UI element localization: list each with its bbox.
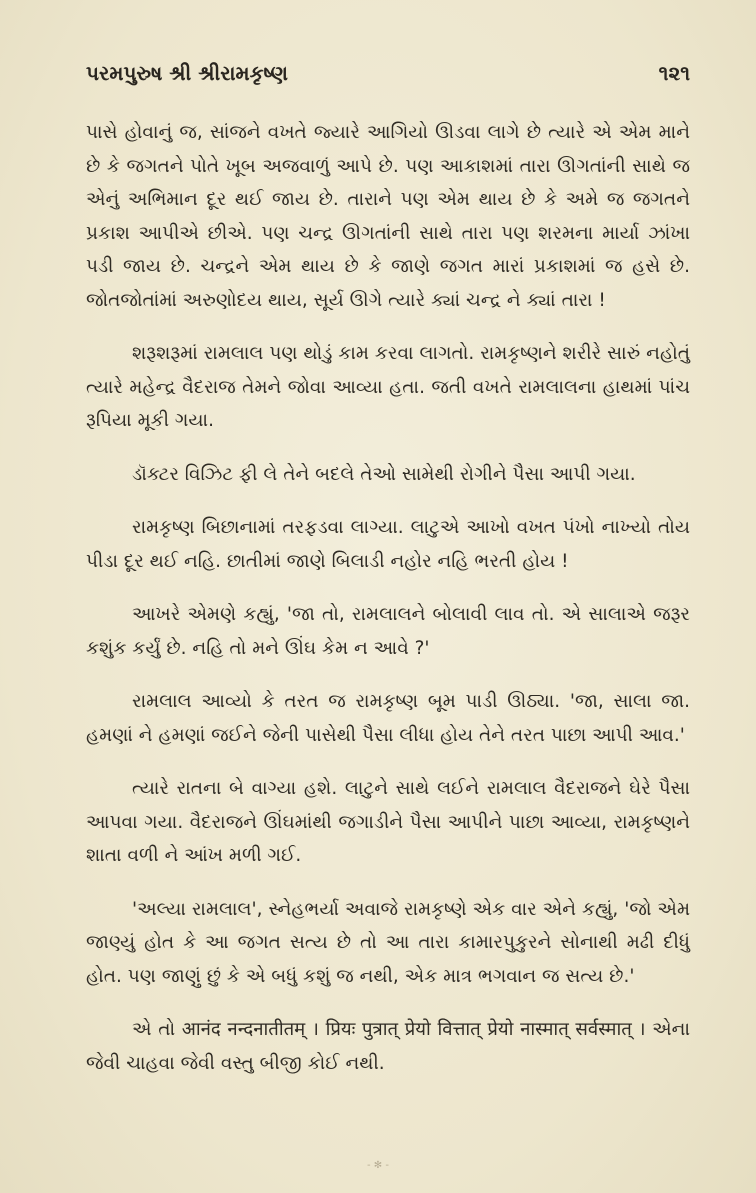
paragraph: શરૂશરૂમાં રામલાલ પણ થોડું કામ કરવા લાગતો. રામકૃષ્ણને શરીરે સારું નહોતું ત્યારે મહેન્દ્ર વૈદરાજ તેમને જોવા આવ્યા હતા. જતી વખતે રામલાલના હાથમાં પાંચ રૂપિયા મૂકી ગયા. — [86, 343, 690, 431]
running-head — [86, 56, 690, 90]
paragraph: ડૉક્ટર વિઝિટ ફી લે તેને બદલે તેઓ સામેથી રોગીને પૈસા આપી ગયા. — [132, 463, 636, 485]
footer-mark: - ✻ - — [367, 1160, 389, 1171]
paragraph: રામલાલ આવ્યો કે તરત જ રામકૃષ્ણ બૂમ પાડી ઊઠ્યા. 'જા, સાલા જા. હમણાં ને હમણાં જઈને જેની પાસેથી પૈસા લીધા હોય તેને તરત પાછા આપી આવ.' — [86, 691, 690, 746]
paragraph-continued: પાસે હોવાનું જ, સાંજને વખતે જ્યારે આગિયો ઊડવા લાગે છે ત્યારે એ એમ માને છે કે જગતને પોતે ખૂબ અજવાળું આપે છે. પણ આકાશમાં તારા ઊગતાંની સાથે જ એનું અભિમાન દૂર થઈ જાય છે. તારાને પણ એમ થાય છે કે અમે જ જગતને પ્રકાશ આપીએ છીએ. પણ ચન્દ્ર ઊગતાંની સાથે તારા પણ શરમના માર્યા ઝાંખા પડી જાય છે. ચન્દ્રને એમ થાય છે કે જાણે જગત મારાં પ્રકાશમાં જ હસે છે. જોતજોતાંમાં અરુણોદય થાય, સૂર્ય ઊગે ત્યારે ક્યાં ચન્દ્ર ને ક્યાં તારા ! — [86, 122, 690, 311]
body-text — [86, 116, 690, 1100]
running-title: પરમપુરુષ શ્રી શ્રીરામકૃષ્ણ — [86, 61, 288, 85]
paragraph: રામકૃષ્ણ બિછાનામાં તરફડવા લાગ્યા. લાટુએ આખો વખત પંખો નાખ્યો તોય પીડા દૂર થઈ નહિ. છાતીમાં જાણે બિલાડી નહોર નહિ ભરતી હોય ! — [86, 517, 690, 572]
paragraph: એ તો आनंद नन्दनातीतम् । प्रियः पुत्रात् प्रेयो वित्तात् प्रेयो नास्मात् सर्वस्मात् । એના જેવી ચાહવા જેવી વસ્તુ બીજી કોઈ નથી. — [86, 1019, 690, 1074]
paragraph: 'અલ્યા રામલાલ', સ્નેહભર્યા અવાજે રામકૃષ્ણે એક વાર એને કહ્યું, 'જો એમ જાણ્યું હોત કે આ જગત સત્ય છે તો આ તારા કામારપુકુરને સોનાથી મઢી દીધું હોત. પણ જાણું છું કે એ બધું કશું જ નથી, એક માત્ર ભગવાન જ સત્ય છે.' — [86, 898, 690, 987]
page-number: ૧૨૧ — [658, 61, 690, 85]
paragraph: આખરે એમણે કહ્યું, 'જા તો, રામલાલને બોલાવી લાવ તો. એ સાલાએ જરૂર કશુંક કર્યું છે. નહિ તો મને ઊંઘ કેમ ન આવે ?' — [86, 604, 690, 659]
paragraph: ત્યારે રાતના બે વાગ્યા હશે. લાટુને સાથે લઈને રામલાલ વૈદરાજને ઘેરે પૈસા આપવા ગયા. વૈદરાજને ઊંઘમાંથી જગાડીને પૈસા આપીને પાછા આવ્યા, રામકૃષ્ણને શાતા વળી ને આંખ મળી ગઈ. — [86, 778, 690, 866]
